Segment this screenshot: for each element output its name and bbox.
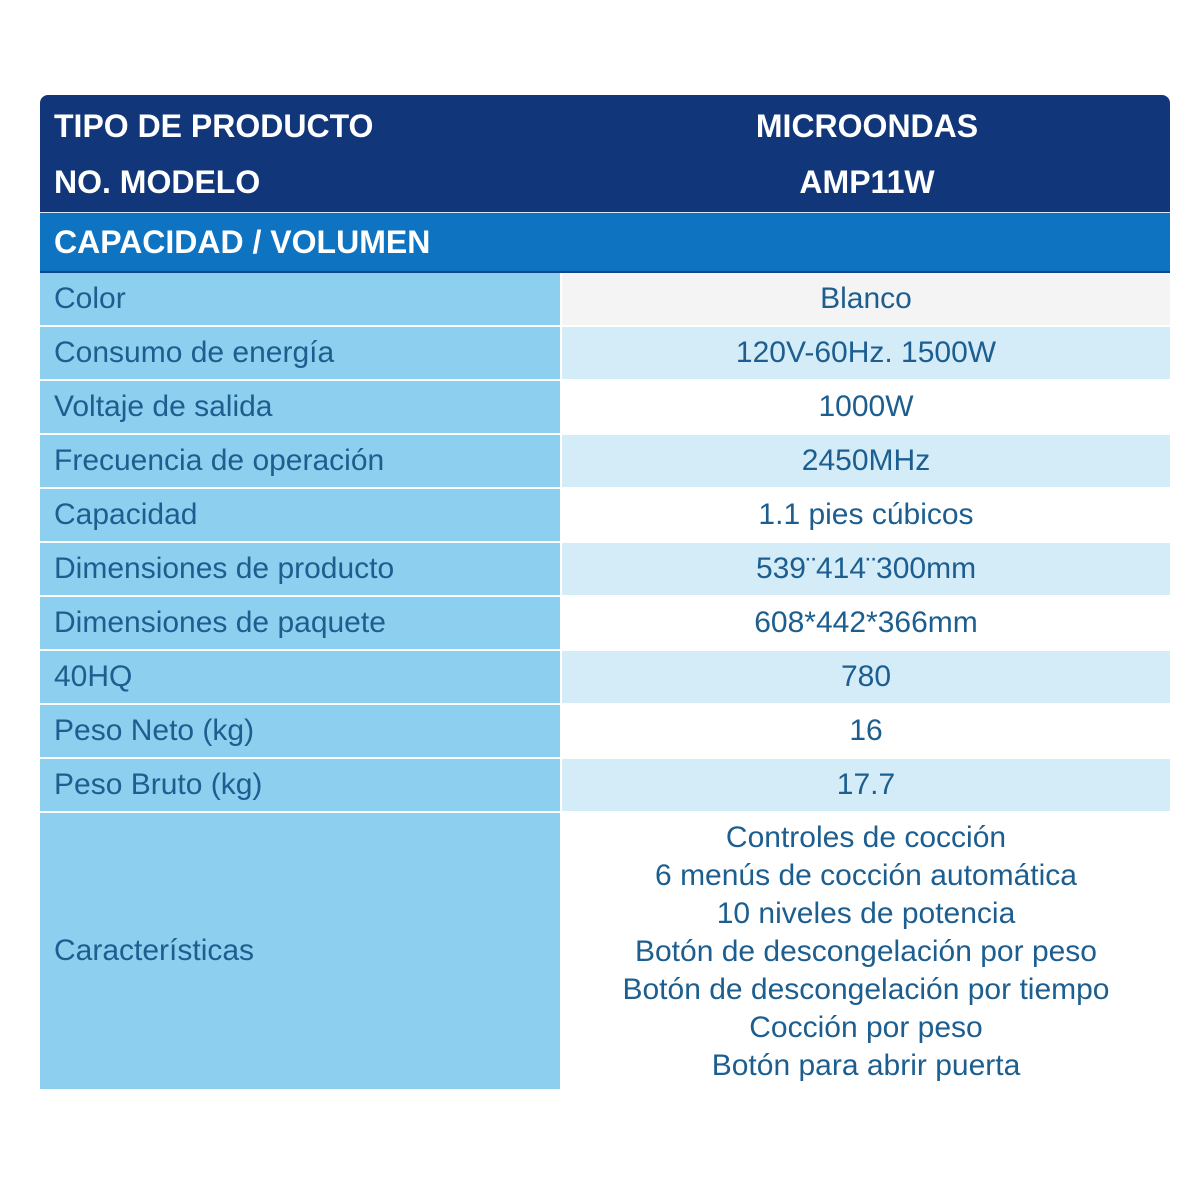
header-label: NO. MODELO (54, 164, 261, 200)
spec-value: 608*442*366mm (562, 597, 1170, 649)
spec-value: Blanco (562, 273, 1170, 325)
spec-value: 120V-60Hz. 1500W (562, 327, 1170, 379)
spec-label: Frecuencia de operación (40, 435, 562, 487)
table-row (40, 487, 1170, 541)
spec-label: 40HQ (40, 651, 562, 703)
section-title: CAPACIDAD / VOLUMEN (40, 212, 1170, 271)
spec-table (40, 95, 1170, 1089)
table-row (40, 595, 1170, 649)
feature-item: Botón de descongelación por peso (634, 935, 1097, 968)
table-row (40, 703, 1170, 757)
spec-value: 1.1 pies cúbicos (562, 489, 1170, 541)
feature-item: Controles de cocción (725, 821, 1007, 854)
spec-value: 16 (562, 705, 1170, 757)
table-row (40, 541, 1170, 595)
spec-value: 780 (562, 651, 1170, 703)
header-row-product-type (40, 95, 1170, 153)
feature-item: 10 niveles de potencia (716, 897, 1016, 930)
feature-item: Botón para abrir puerta (711, 1049, 1021, 1082)
spec-label: Peso Neto (kg) (40, 705, 562, 757)
feature-item: Cocción por peso (749, 1011, 983, 1044)
table-row (40, 273, 1170, 325)
header-row-model (40, 153, 1170, 212)
spec-value: 17.7 (562, 759, 1170, 811)
spec-label: Color (40, 273, 562, 325)
spec-label: Capacidad (40, 489, 562, 541)
table-row (40, 379, 1170, 433)
spec-label: Dimensiones de paquete (40, 597, 562, 649)
spec-label: Peso Bruto (kg) (40, 759, 562, 811)
feature-item: 6 menús de cocción automática (655, 859, 1077, 892)
table-row (40, 325, 1170, 379)
spec-label: Dimensiones de producto (40, 543, 562, 595)
header-value: MICROONDAS (755, 108, 979, 144)
header-value: AMP11W (799, 164, 935, 200)
features-list (562, 813, 1170, 1089)
spec-value: 2450MHz (562, 435, 1170, 487)
features-row (40, 811, 1170, 1089)
feature-item: Botón de descongelación por tiempo (622, 973, 1110, 1006)
spec-label: Voltaje de salida (40, 381, 562, 433)
features-label: Características (40, 813, 562, 1089)
spec-value: 539¨414¨300mm (562, 543, 1170, 595)
spec-value: 1000W (562, 381, 1170, 433)
table-row (40, 757, 1170, 811)
header-label: TIPO DE PRODUCTO (54, 108, 374, 144)
table-row (40, 433, 1170, 487)
spec-label: Consumo de energía (40, 327, 562, 379)
spec-rows (40, 271, 1170, 1089)
table-row (40, 649, 1170, 703)
